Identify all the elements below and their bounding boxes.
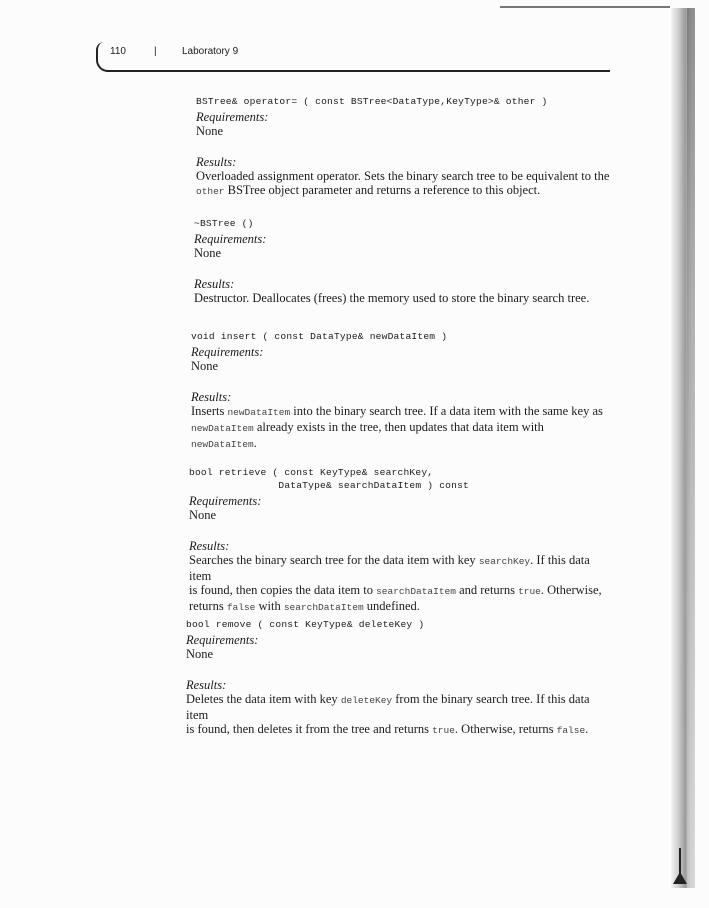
header-separator: | (154, 46, 157, 57)
requirements-text: None (189, 508, 217, 522)
requirements-label: Requirements: (191, 345, 264, 359)
header-rule (106, 70, 610, 72)
page-number: 110 (110, 46, 126, 57)
requirements-text: None (191, 359, 219, 373)
results-text: Deletes the data item with key deleteKey from the binary search tree. If this data item is found, then deletes it from the tree and returns true. Otherwise, returns false. (186, 692, 590, 736)
requirements-text: None (186, 647, 214, 661)
method-signature: bool remove ( const KeyType& deleteKey ) (186, 619, 425, 630)
results-text: Destructor. Deallocates (frees) the memory used to store the binary search tree. (194, 291, 590, 305)
section-remove (186, 619, 606, 738)
requirements-label: Requirements: (189, 494, 262, 508)
section-operator-assign (196, 96, 616, 199)
section-insert (191, 331, 611, 452)
running-head: Laboratory 9 (182, 46, 239, 57)
requirements-text: None (194, 246, 222, 260)
requirements-label: Requirements: (194, 232, 267, 246)
results-label: Results: (191, 390, 232, 404)
method-signature-line1: bool retrieve ( const KeyType& searchKey, (189, 467, 434, 478)
method-signature: ~BSTree () (194, 218, 254, 229)
results-text: Inserts newDataItem into the binary search tree. If a data item with the same key as newDataItem already exists in the tree, then updates that data item with newDataItem. (191, 404, 603, 450)
results-label: Results: (196, 155, 237, 169)
results-text: Overloaded assignment operator. Sets the binary search tree to be equivalent to the other BSTree object parameter and returns a reference to this object. (196, 169, 610, 197)
results-label: Results: (186, 678, 227, 692)
requirements-label: Requirements: (186, 633, 259, 647)
method-signature: void insert ( const DataType& newDataItem ) (191, 331, 448, 342)
scan-top-line (500, 6, 670, 8)
scan-bottom-arrow-icon (673, 872, 687, 884)
section-destructor (194, 218, 614, 305)
method-signature: BSTree& operator= ( const BSTree<DataType,KeyType>& other ) (196, 96, 548, 107)
method-signature-line2: DataType& searchDataItem ) const (189, 480, 469, 491)
results-text: Searches the binary search tree for the data item with key searchKey. If this data item is found, then copies the data item to searchDataItem and returns true. Otherwise, returns false with searchDataItem undefined. (189, 553, 602, 613)
section-retrieve (189, 467, 609, 615)
requirements-text: None (196, 124, 224, 138)
requirements-label: Requirements: (196, 110, 269, 124)
results-label: Results: (194, 277, 235, 291)
book-spine-edge (687, 8, 695, 888)
results-label: Results: (189, 539, 230, 553)
